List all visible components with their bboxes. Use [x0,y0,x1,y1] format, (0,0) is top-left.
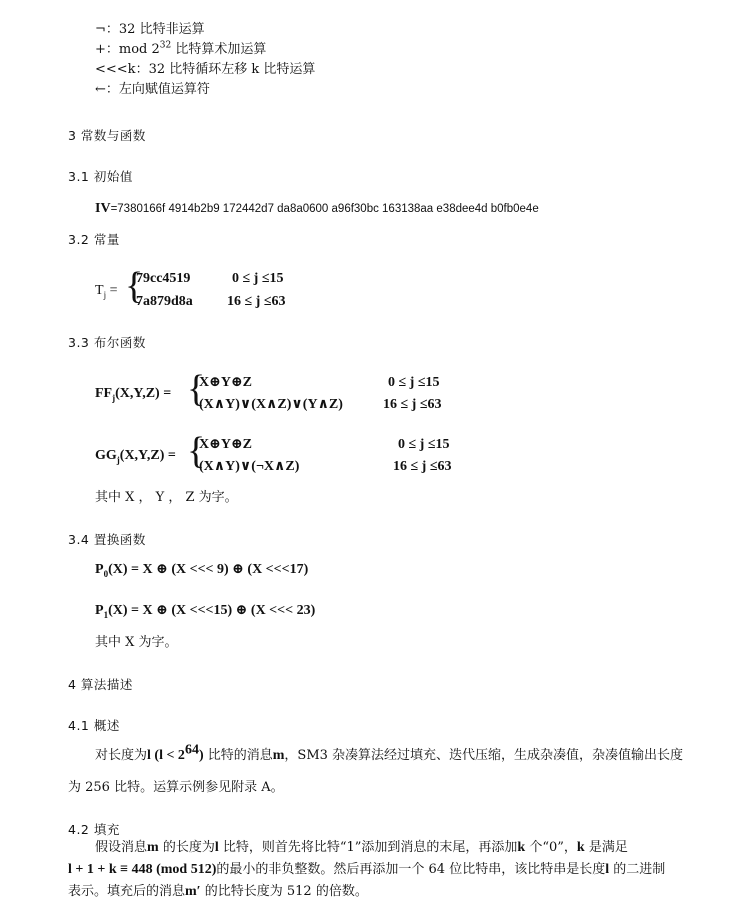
iv-value: =7380166f 4914b2b9 172442d7 da8a0600 a96f30bc 163138aa e38dee4d b0fb0e4e [110,203,539,215]
gg-case1: X⊕Y⊕Z [199,437,253,452]
ff-subscript: j [112,392,116,403]
padding-text: 的比特长度为 512 的倍数。 [200,884,368,899]
gg-subscript: j [116,454,120,465]
overview-exponent: 64 [184,742,199,758]
iv-label: IV [95,201,111,216]
p1-subscript: 1 [103,609,109,620]
padding-text: 比特，则首先将比特“1”添加到消息的末尾，再添加 [218,840,518,855]
overview-line-1 [95,742,684,764]
gg-brace: { [187,430,206,472]
operator-symbol: + [95,42,106,57]
p1-symbol: P [95,603,104,618]
operator-rotl [95,62,315,78]
p1-rhs: (X) = X ⊕ (X <<<15) ⊕ (X <<< 23) [108,603,316,618]
tj-case1-cond: 0 ≤ j ≤15 [232,271,284,286]
overview-length-expr: l (l < 2 [147,748,185,763]
padding-text: 个“0”， [525,840,577,855]
padding-line-2 [68,862,665,878]
tj-subscript: j [103,289,107,300]
gg-case2-cond: 16 ≤ j ≤63 [393,459,452,474]
tj-brace: { [125,265,144,307]
tj-lhs [95,283,117,299]
overview-paren: ) [198,748,204,763]
tj-case1-value: 79cc4519 [136,271,191,286]
operator-symbol: <<<k [95,62,136,77]
padding-text: 表示。填充后的消息 [68,884,186,899]
ff-lhs [95,386,171,402]
operator-desc: ：mod 2 [105,42,160,57]
tj-equals: = [106,283,118,298]
section-heading-4-2: 4.2 填充 [68,822,120,837]
p0-subscript: 0 [103,568,109,579]
operator-desc: ：32 比特非运算 [105,22,205,37]
padding-text: 假设消息 [95,840,148,855]
operator-desc: ：32 比特循环左移 k 比特运算 [135,62,316,77]
overview-text: 对长度为 [95,748,148,763]
ff-case1: X⊕Y⊕Z [199,375,253,390]
padding-text: 是满足 [584,840,628,855]
overview-text: ，SM3 杂凑算法经过填充、迭代压缩，生成杂凑值，杂凑值输出长度 [284,748,684,763]
operator-exponent: 32 [159,40,172,51]
padding-text: 的二进制 [609,862,666,877]
gg-args: (X,Y,Z) = [119,448,176,463]
padding-var-k: k [517,840,526,855]
section-heading-4-1: 4.1 概述 [68,718,120,733]
gg-lhs [95,448,176,464]
overview-text: 比特的消息 [203,748,273,763]
ff-case1-cond: 0 ≤ j ≤15 [388,375,440,390]
padding-var-mprime: m′ [185,884,201,899]
padding-text: 的长度为 [158,840,215,855]
ff-brace: { [187,368,206,410]
padding-text: 的最小的非负整数。然后再添加一个 64 位比特串，该比特串是长度 [216,862,606,877]
operator-not [95,22,205,38]
gg-symbol: GG [95,448,117,463]
ff-case2-cond: 16 ≤ j ≤63 [383,397,442,412]
padding-line-1 [95,840,628,856]
section-heading-3-4: 3.4 置换函数 [68,532,146,547]
operator-desc: ：左向赋值运算符 [105,82,210,97]
p0-symbol: P [95,562,104,577]
padding-line-3 [68,884,368,900]
section-heading-4: 4 算法描述 [68,677,133,692]
operator-desc-post: 比特算术加运算 [171,42,267,57]
section-heading-3-2: 3.2 常量 [68,232,120,247]
operator-assign [95,82,210,98]
p0-formula [95,562,308,578]
operator-symbol: ← [95,82,106,97]
section-heading-3: 3 常数与函数 [68,128,146,143]
iv-line [95,201,539,217]
tj-case2-cond: 16 ≤ j ≤63 [227,294,286,309]
gg-case2: (X∧Y)∨(¬X∧Z) [199,459,300,474]
operator-symbol: ¬ [95,22,106,37]
padding-var-l: l [214,840,219,855]
p0-rhs: (X) = X ⊕ (X <<< 9) ⊕ (X <<<17) [108,562,309,577]
operator-add [95,42,266,58]
tj-symbol: T [95,283,104,298]
padding-var-l: l [605,862,610,877]
gg-case1-cond: 0 ≤ j ≤15 [398,437,450,452]
padding-var-k: k [576,840,585,855]
x-note: 其中 X 为字。 [95,635,178,650]
overview-line-2: 为 256 比特。运算示例参见附录 A。 [68,780,284,795]
padding-congruence: l + 1 + k ≡ 448 (mod 512) [68,862,217,877]
xyz-note: 其中 X ， Y ， Z 为字。 [95,490,238,505]
overview-message-var: m [272,748,285,763]
padding-var-m: m [147,840,159,855]
tj-case2-value: 7a879d8a [136,294,193,309]
p1-formula [95,603,315,619]
section-heading-3-3: 3.3 布尔函数 [68,335,146,350]
section-heading-3-1: 3.1 初始值 [68,169,133,184]
ff-symbol: FF [95,386,113,401]
ff-case2: (X∧Y)∨(X∧Z)∨(Y∧Z) [199,397,343,412]
ff-args: (X,Y,Z) = [115,386,172,401]
